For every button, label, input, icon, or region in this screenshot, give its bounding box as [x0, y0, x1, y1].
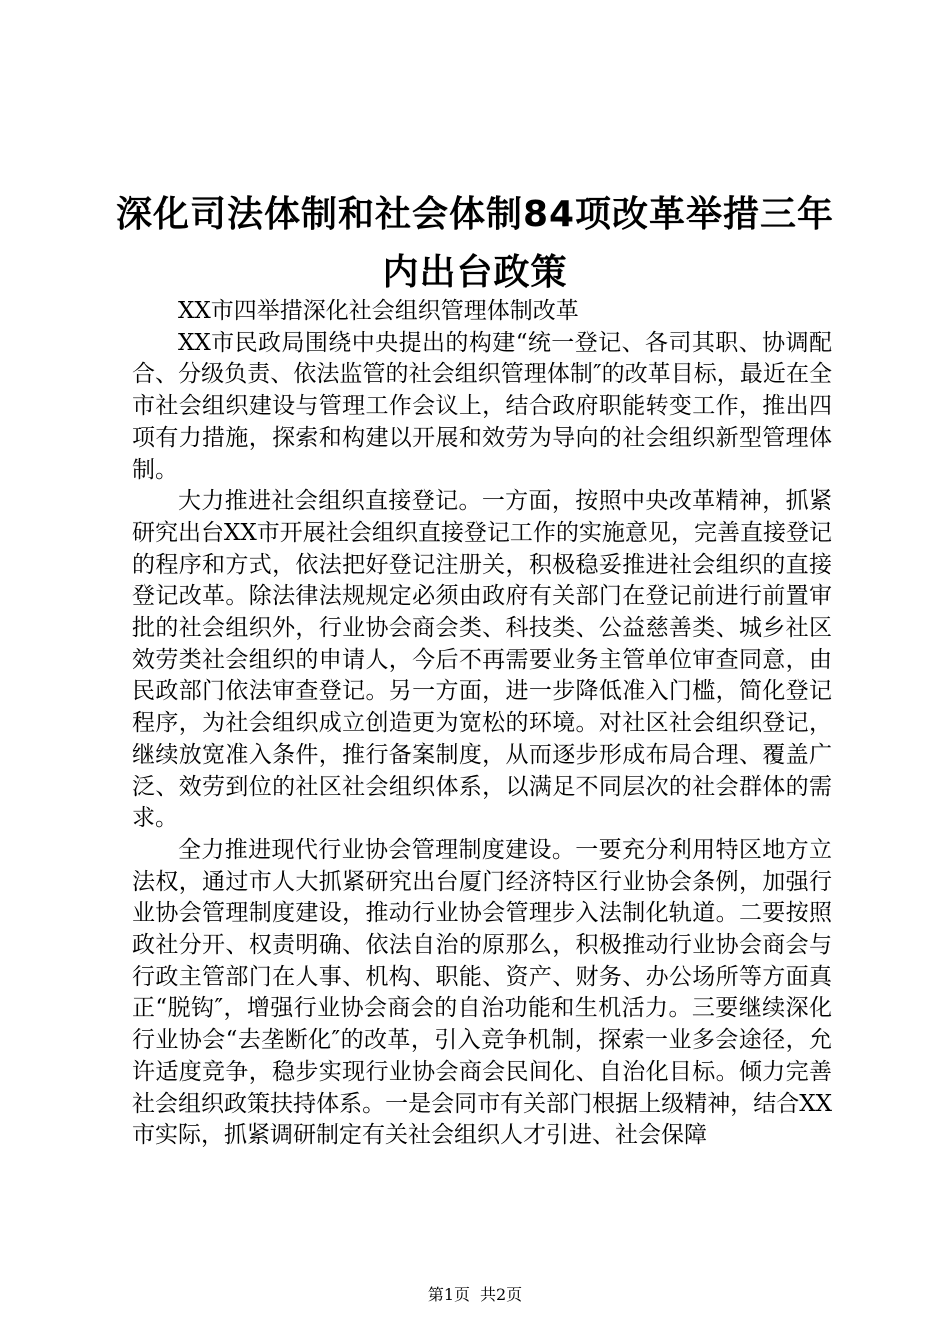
paragraph-industry-association: 全力推进现代行业协会管理制度建设。一要充分利用特区地方立法权，通过市人大抓紧研究出台厦门经济特区行业协会条例，加强行业协会管理制度建设，推动行业协会管理步入法制化轨道。二要按照政社分开、权责明确、依法自治的原那么，积极推动行业协会商会与行政主管部门在人事、机构、职能、资产、财务、办公场所等方面真正“脱钩″，增强行业协会商会的自治功能和生机活力。三要继续深化行业协会“去垄断化″的改革，引入竞争机制，探索一业多会途径，允许适度竞争，稳步实现行业协会商会民间化、自治化目标。倾力完善社会组织政策扶持体系。一是会同市有关部门根据上级精神，结合XX市实际，抓紧调研制定有关社会组织人才引进、社会保障: [132, 836, 832, 1149]
document-title-line-2: 内出台政策: [382, 252, 568, 293]
paragraph-intro: XX市民政局围绕中央提出的构建“统一登记、各司其职、协调配合、分级负责、依法监管的社会组织管理体制″的改革目标，最近在全市社会组织建设与管理工作会议上，结合政府职能转变工作，推出四项有力措施，探索和构建以开展和效劳为导向的社会组织新型管理体制。: [132, 329, 832, 483]
page-footer: [0, 1282, 950, 1305]
page-total: 共2页: [480, 1285, 523, 1304]
document-body: [132, 296, 832, 1152]
paragraph-direct-registration: 大力推进社会组织直接登记。一方面，按照中央改革精神，抓紧研究出台XX市开展社会组织直接登记工作的实施意见，完善直接登记的程序和方式，依法把好登记注册关，积极稳妥推进社会组织的直接登记改革。除法律法规规定必须由政府有关部门在登记前进行前置审批的社会组织外，行业协会商会类、科技类、公益慈善类、城乡社区效劳类社会组织的申请人，今后不再需要业务主管单位审查同意，由民政部门依法审查登记。另一方面，进一步降低准入门槛，简化登记程序，为社会组织成立创造更为宽松的环境。对社区社会组织登记，继续放宽准入条件，推行备案制度，从而逐步形成布局合理、覆盖广泛、效劳到位的社区社会组织体系，以满足不同层次的社会群体的需求。: [132, 488, 832, 832]
document-title-line-1: 深化司法体制和社会体制84项改革举措三年: [115, 194, 835, 235]
page-number: 第1页: [427, 1285, 470, 1304]
paragraph-subtitle: XX市四举措深化社会组织管理体制改革: [178, 298, 579, 324]
